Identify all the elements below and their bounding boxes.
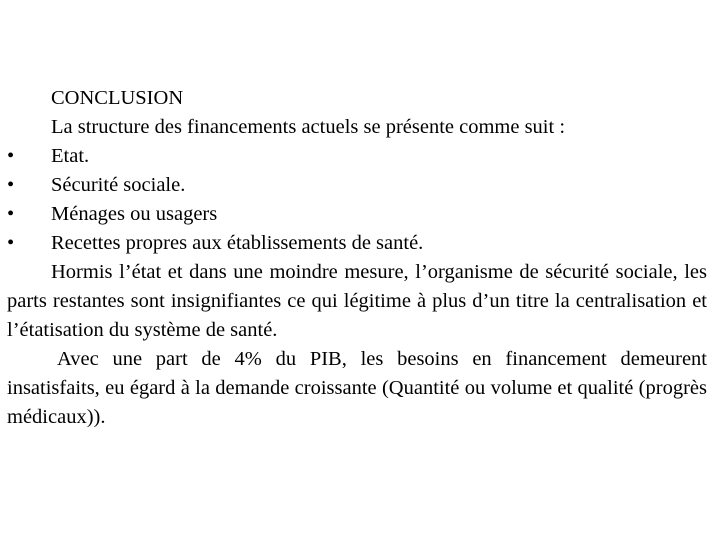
bullet-marker: • <box>7 145 15 167</box>
list-item <box>7 229 707 258</box>
bullet-marker: • <box>7 174 15 196</box>
list-item-text: Sécurité sociale. <box>51 174 186 196</box>
list-item <box>7 171 707 200</box>
paragraph-hormis: Hormis l’état et dans une moindre mesure, l’organisme de sécurité sociale, les parts restantes sont insignifiantes ce qui légitime à plus d’un titre la centralisation et l’étatisation du système de santé. <box>7 261 707 341</box>
document-body <box>7 84 707 432</box>
intro-line: La structure des financements actuels se présente comme suit : <box>51 116 566 138</box>
list-item <box>7 200 707 229</box>
section-heading: CONCLUSION <box>51 87 184 109</box>
list-item-text: Recettes propres aux établissements de santé. <box>51 232 424 254</box>
list-item-text: Ménages ou usagers <box>51 203 218 225</box>
list-item-text: Etat. <box>51 145 90 167</box>
list-item <box>7 142 707 171</box>
bullet-marker: • <box>7 232 15 254</box>
bullet-marker: • <box>7 203 15 225</box>
paragraph-part-pib: Avec une part de 4% du PIB, les besoins en financement demeurent insatisfaits, eu égard à la demande croissante (Quantité ou volume et qualité (progrès médicaux)). <box>7 348 707 428</box>
